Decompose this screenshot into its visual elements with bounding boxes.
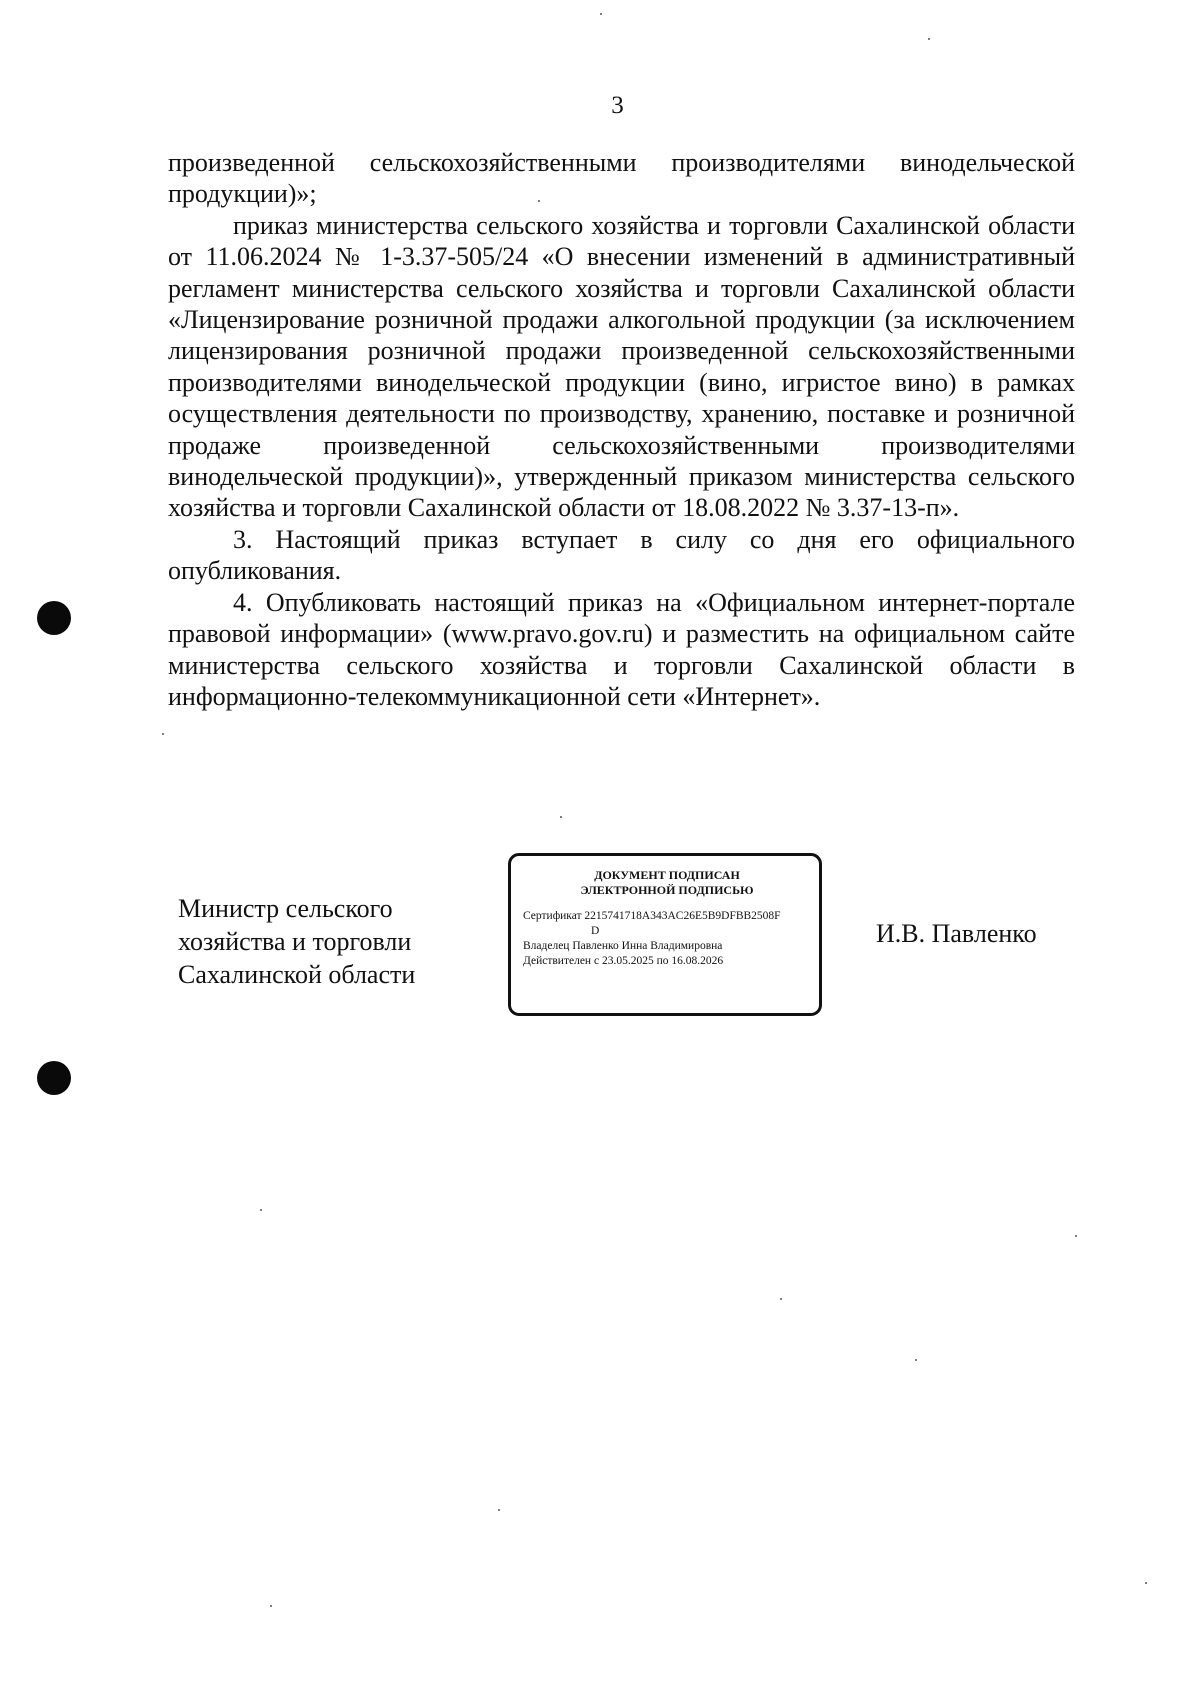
stamp-certificate-continuation: D bbox=[591, 925, 600, 937]
punch-hole-icon bbox=[37, 601, 71, 635]
stamp-title: ДОКУМЕНТ ПОДПИСАН bbox=[594, 868, 740, 882]
stamp-subtitle: ЭЛЕКТРОННОЙ ПОДПИСЬЮ bbox=[580, 883, 754, 897]
signatory-line: хозяйства и торговли bbox=[178, 927, 412, 956]
scan-speck bbox=[162, 733, 164, 735]
paragraph-item-4: 4. Опубликовать настоящий приказ на «Официальном интернет-портале правовой информации» (www.pravo.gov.ru) и разместить на официальном сайте министерства сельского хозяйства и торговли Сахалинской области в информационно-телекоммуникационной сети «Интернет». bbox=[168, 587, 1075, 711]
stamp-owner: Владелец Павленко Инна Владимировна bbox=[523, 940, 723, 952]
scan-speck bbox=[915, 1359, 917, 1361]
paragraph-continuation: произведенной сельскохозяйственными производителями винодельческой продукции)»; bbox=[168, 148, 1075, 209]
page-number: 3 bbox=[611, 92, 624, 119]
paragraph-item-3: 3. Настоящий приказ вступает в силу со дня его официального опубликования. bbox=[168, 524, 1075, 586]
punch-hole-icon bbox=[37, 1061, 71, 1095]
stamp-certificate: Сертификат 2215741718A343AC26E5B9DFBB2508F bbox=[523, 910, 781, 922]
scan-speck bbox=[1145, 1582, 1147, 1584]
scan-speck bbox=[538, 200, 540, 202]
scan-speck bbox=[260, 1209, 262, 1211]
scan-speck bbox=[928, 38, 930, 40]
scan-speck bbox=[270, 1605, 272, 1607]
electronic-signature-stamp bbox=[508, 853, 822, 1016]
signatory-line: Министр сельского bbox=[178, 894, 393, 923]
scan-speck bbox=[1075, 1235, 1077, 1237]
scan-speck bbox=[560, 816, 562, 818]
scan-speck bbox=[498, 1509, 500, 1511]
document-body bbox=[168, 147, 1075, 712]
signatory-line: Сахалинской области bbox=[178, 960, 416, 989]
paragraph-order-reference: приказ министерства сельского хозяйства и торговли Сахалинской области от 11.06.2024 № 1-3.37-505/24 «О внесении изменений в административный регламент министерства сельского хозяйства и торговли Сахалинской области «Лицензирование розничной продажи алкогольной продукции (за исключением лицензирования розничной продажи произведенной сельскохозяйственными производителями винодельческой продукции (вино, игристое вино) в рамках осуществления деятельности по производству, хранению, поставке и розничной продаже произведенной сельскохозяйственными производителями винодельческой продукции)», утвержденный приказом министерства сельского хозяйства и торговли Сахалинской области от 18.08.2022 № 3.37-13-п». bbox=[168, 210, 1075, 523]
scan-speck bbox=[780, 1298, 782, 1300]
signatory-title bbox=[178, 892, 415, 991]
signer-name: И.В. Павленко bbox=[876, 919, 1037, 948]
stamp-validity: Действителен с 23.05.2025 по 16.08.2026 bbox=[523, 955, 724, 967]
scan-speck bbox=[600, 13, 602, 15]
